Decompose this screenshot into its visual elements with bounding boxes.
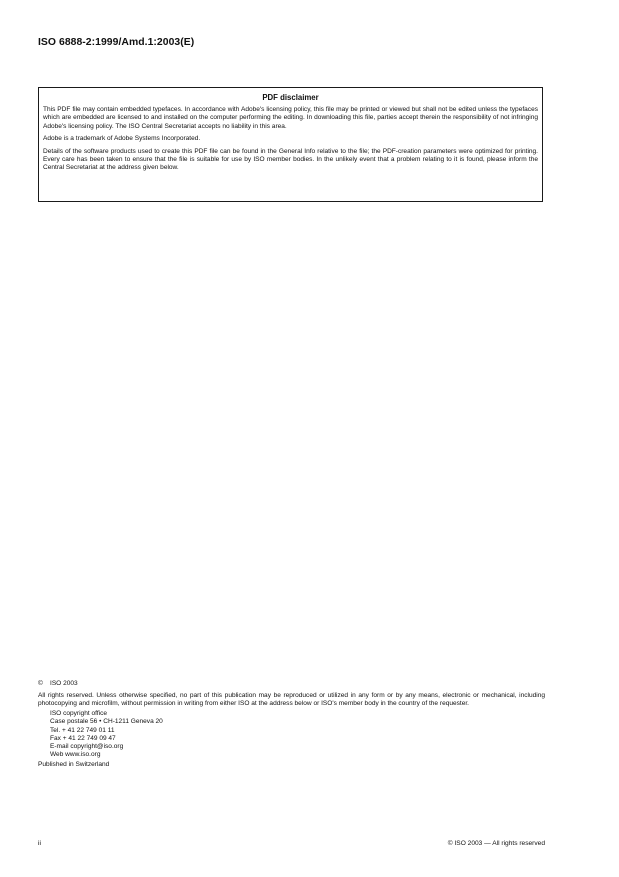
disclaimer-title: PDF disclaimer bbox=[262, 93, 319, 102]
copyright-rights-text: All rights reserved. Unless otherwise specified, no part of this publication may be reproduced or utilized in any form or by any means, electronic or mechanical, including photocopying and microfilm, without permission in writing from either ISO at the address below or ISO's member body in the country of the requester. bbox=[38, 691, 545, 708]
document-id-header: ISO 6888-2:1999/Amd.1:2003(E) bbox=[38, 37, 195, 48]
page-footer bbox=[38, 840, 545, 847]
page-number: ii bbox=[38, 840, 41, 847]
address-office: ISO copyright office bbox=[50, 710, 108, 718]
copyright-office-address bbox=[38, 710, 545, 759]
address-email: E-mail copyright@iso.org bbox=[50, 742, 124, 750]
copyright-year-line bbox=[38, 680, 545, 688]
copyright-block bbox=[38, 680, 545, 769]
address-tel: Tel. + 41 22 749 01 11 bbox=[50, 726, 115, 734]
disclaimer-paragraph-trademark: Adobe is a trademark of Adobe Systems Incorporated. bbox=[43, 135, 201, 143]
address-web: Web www.iso.org bbox=[50, 750, 101, 758]
footer-rights-notice: © ISO 2003 — All rights reserved bbox=[447, 840, 545, 847]
disclaimer-paragraph-software: Details of the software products used to create this PDF file can be found in the General Info relative to the file; the PDF-creation parameters were optimized for printing. Every care has been taken to ensure that the file is suitable for use by ISO member bodies. In the unlikely event that a problem relating to it is found, please inform the Central Secretariat at the address given below. bbox=[43, 147, 538, 172]
disclaimer-paragraph-typefaces: This PDF file may contain embedded typefaces. In accordance with Adobe's licensing policy, this file may be printed or viewed but shall not be edited unless the typefaces which are embedded are licensed to and installed on the computer performing the editing. In downloading this file, parties accept therein the responsibility of not infringing Adobe's licensing policy. The ISO Central Secretariat accepts no liability in this area. bbox=[43, 106, 538, 130]
address-postal: Case postale 56 • CH-1211 Geneva 20 bbox=[50, 718, 163, 726]
copyright-year: ISO 2003 bbox=[50, 680, 78, 687]
pdf-disclaimer-box bbox=[38, 87, 543, 202]
published-in: Published in Switzerland bbox=[38, 760, 110, 768]
copyright-symbol-icon: © bbox=[38, 680, 43, 687]
address-fax: Fax + 41 22 749 09 47 bbox=[50, 734, 116, 742]
